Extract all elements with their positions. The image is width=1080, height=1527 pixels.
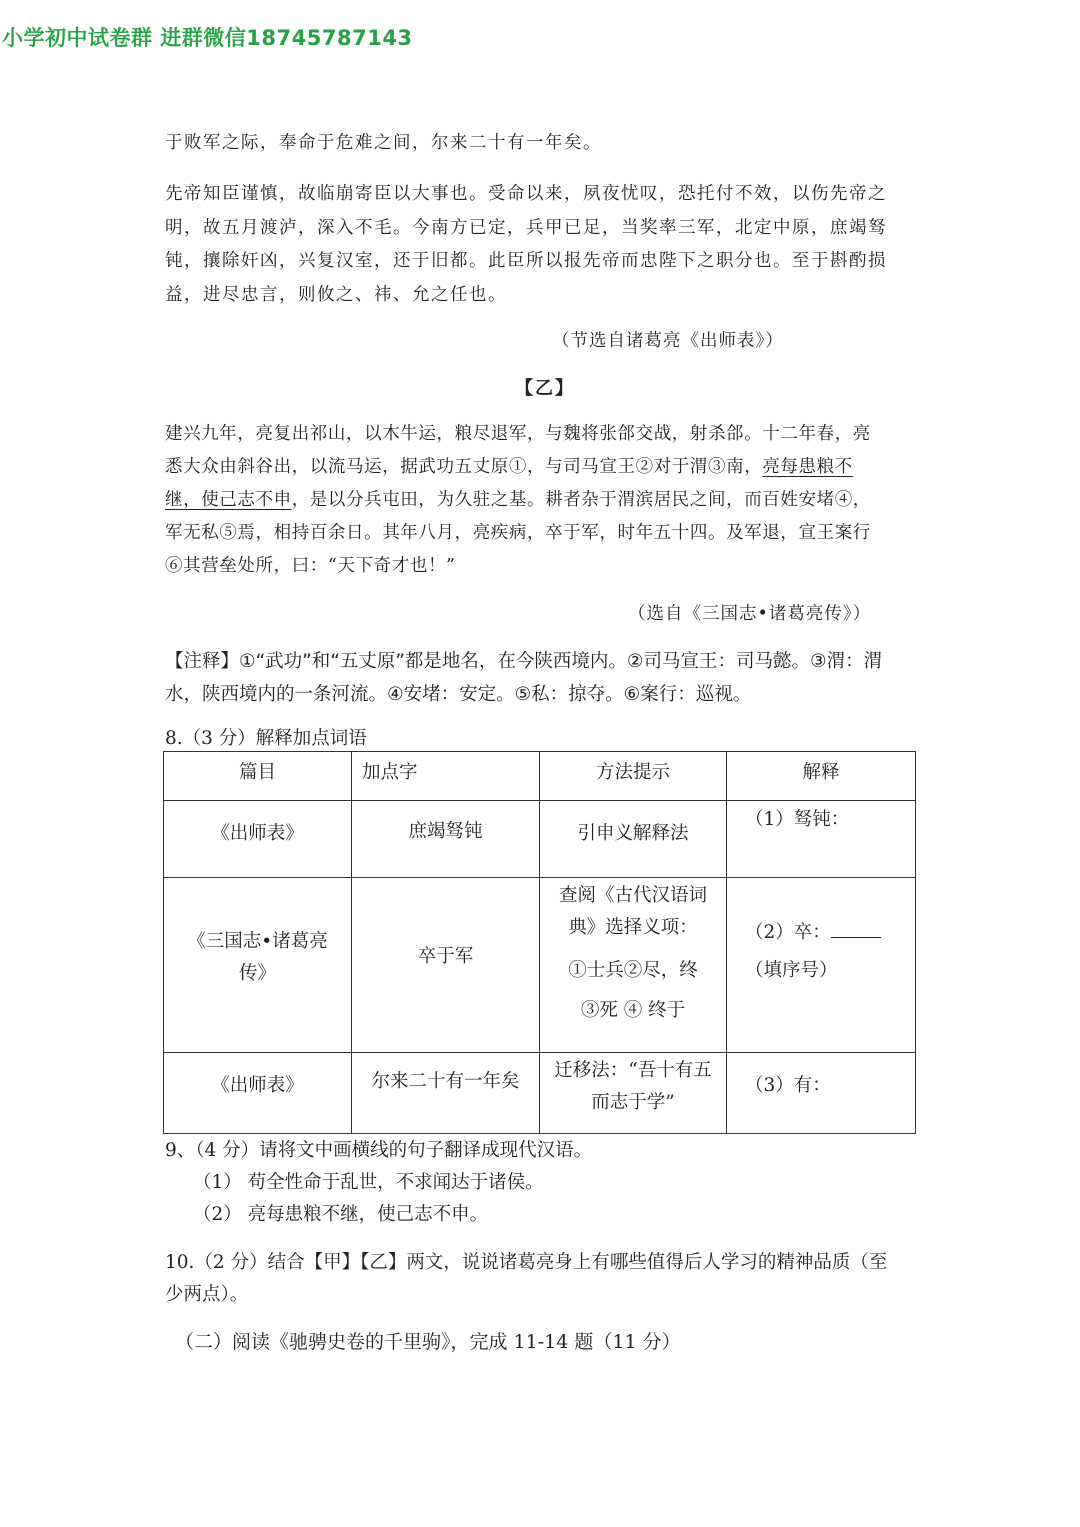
header-cell: 解释 [727, 752, 916, 801]
question-10: 10.（2 分）结合【甲】【乙】两文，说说诸葛亮身上有哪些值得后人学习的精神品质（至少两点）。 [165, 1252, 888, 1305]
passage-jia-line: 先帝知臣谨慎，故临崩寄臣以大事也。受命以来，夙夜忧叹，恐托付不效，以伤先帝之 [165, 184, 887, 204]
answer-cell: （3）有： [727, 1053, 916, 1134]
passage-yi-line [165, 484, 915, 517]
passage-jia-line: 明，故五月渡泸，深入不毛。今南方已定，兵甲已足，当奖率三军，北定中原，庶竭驽 [165, 217, 887, 238]
passage-jia-line: 益，进尽忠言，则攸之、祎、允之任也。 [165, 284, 507, 305]
answer-cell: （1）驽钝： [727, 801, 916, 878]
table-cell: 《出师表》 [164, 801, 352, 878]
passage-yi-heading: 【乙】 [515, 378, 575, 399]
table-cell: 《三国志•诸葛亮传》 [164, 878, 352, 1053]
passage-yi-text: 悉大众由斜谷出，以流马运，据武功五丈原①，与司马宣王②对于渭③南， [165, 457, 763, 477]
underlined-sentence: 亮每患粮不 [762, 457, 853, 477]
table-header-row [164, 752, 916, 801]
method-option: ①士兵②尽，终 [568, 960, 698, 981]
table-cell: 引申义解释法 [540, 801, 727, 878]
passage-yi-paragraph [165, 418, 915, 583]
passage-jia-source: （节选自诸葛亮《出师表》） [552, 331, 784, 351]
answer-cell [727, 878, 916, 1053]
table-cell: 卒于军 [352, 878, 540, 1053]
passage-yi-line [165, 451, 915, 484]
table-row [164, 1053, 916, 1134]
passage-yi-line: 军无私⑤焉，相持百余日。其年八月，亮疾病，卒于军，时年五十四。及军退，宣王案行 [165, 523, 871, 543]
table-cell: 《出师表》 [164, 1053, 352, 1134]
passage-jia-line: 钝，攘除奸凶，兴复汉室，还于旧都。此臣所以报先帝而忠陛下之职分也。至于斟酌损 [165, 251, 887, 271]
answer-blank[interactable] [831, 937, 881, 938]
header-cell: 加点字 [352, 752, 540, 801]
table-row [164, 878, 916, 1053]
question-9 [165, 1135, 925, 1231]
method-option: ③死 ④ 终于 [580, 1000, 686, 1021]
table-cell: 迁移法：“吾十有五而志于学” [540, 1053, 727, 1134]
table-row [164, 801, 916, 878]
header-cell: 方法提示 [540, 752, 727, 801]
annotation-note: 【注释】①“武功”和“五丈原”都是地名，在今陕西境内。②司马宣王：司马懿。③渭：渭水，陕西境内的一条河流。④安堵：安定。⑤私：掠夺。⑥案行：巡视。 [165, 651, 883, 705]
answer-line: （2）卒： [727, 878, 915, 944]
passage-yi-line: 建兴九年，亮复出祁山，以木牛运，粮尽退军，与魏将张郃交战，射杀郃。十二年春，亮 [165, 424, 871, 444]
question-9-item: （2） 亮每患粮不继，使己志不申。 [193, 1204, 489, 1225]
table-cell: 庶竭驽钝 [352, 801, 540, 878]
section-2-heading: （二）阅读《驰骋史卷的千里驹》，完成 11-14 题（11 分） [175, 1331, 681, 1353]
passage-jia-paragraph [165, 178, 915, 312]
header-cell: 篇目 [164, 752, 352, 801]
watermark-banner: 小学初中试卷群 进群微信18745787143 [2, 26, 413, 50]
underlined-sentence: 继，使己志不申 [165, 490, 292, 510]
passage-jia-line: 于败军之际，奉命于危难之间，尔来二十有一年矣。 [165, 133, 602, 153]
vocabulary-table [163, 751, 916, 1134]
question-9-title: 9、（4 分）请将文中画横线的句子翻译成现代汉语。 [165, 1140, 593, 1161]
passage-yi-text: ，是以分兵屯田，为久驻之基。耕者杂于渭滨居民之间，而百姓安堵④， [291, 490, 871, 510]
table-cell [540, 878, 727, 1053]
answer-hint: （填序号） [745, 960, 838, 981]
passage-yi-source: （选自《三国志•诸葛亮传》） [628, 604, 872, 624]
method-text: 查阅《古代汉语词典》选择义项： [558, 885, 707, 938]
passage-yi-line: ⑥其营垒处所，曰：“天下奇才也！” [165, 556, 456, 576]
question-8-title: 8.（3 分）解释加点词语 [165, 728, 367, 749]
table-cell: 尔来二十有一年矣 [352, 1053, 540, 1134]
question-9-item: （1） 苟全性命于乱世，不求闻达于诸侯。 [193, 1172, 544, 1193]
